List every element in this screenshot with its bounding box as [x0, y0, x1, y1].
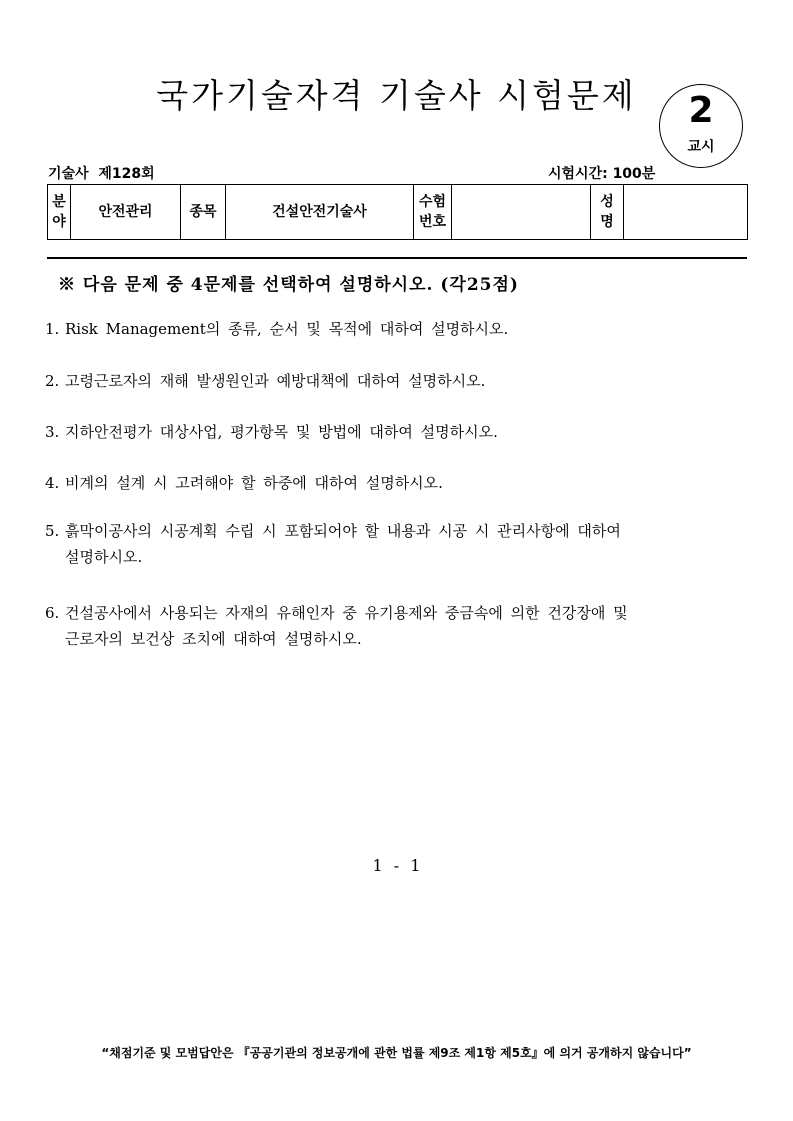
exam-round: 기술사 제128회	[48, 166, 155, 182]
question-number: 3.	[45, 423, 60, 441]
question-text: Risk Management의 종류, 순서 및 목적에 대하여 설명하시오.	[65, 320, 509, 338]
name-label-line2: 명	[600, 214, 614, 230]
session-badge	[659, 84, 743, 168]
question-item	[45, 518, 750, 570]
question-text: 고령근로자의 재해 발생원인과 예방대책에 대하여 설명하시오.	[65, 372, 486, 390]
instruction-text: ※ 다음 문제 중 4문제를 선택하여 설명하시오. (각25점)	[58, 275, 519, 295]
session-label: 교시	[687, 139, 715, 155]
name-label-line1: 성	[600, 194, 614, 210]
exam-number-label-line2: 번호	[418, 214, 447, 230]
header-divider	[47, 257, 747, 259]
category-value-cell: 건설안전기술사	[226, 185, 414, 240]
field-label-cell	[48, 185, 71, 240]
page-number: 1 - 1	[372, 856, 421, 875]
question-text: 지하안전평가 대상사업, 평가항목 및 방법에 대하여 설명하시오.	[65, 423, 498, 441]
session-number: 2	[688, 90, 714, 131]
question-number: 2.	[45, 372, 60, 390]
question-item	[45, 470, 750, 496]
exam-number-value-cell[interactable]	[452, 185, 591, 240]
exam-info-table	[47, 184, 748, 240]
field-label-line2: 야	[52, 214, 66, 230]
exam-title: 국가기술자격 기술사 시험문제	[156, 76, 637, 115]
question-text: 흙막이공사의 시공계획 수립 시 포함되어야 할 내용과 시공 시 관리사항에 대하여	[65, 522, 621, 540]
question-number: 4.	[45, 474, 60, 492]
question-text: 비계의 설계 시 고려해야 할 하중에 대하여 설명하시오.	[65, 474, 443, 492]
exam-time: 시험시간: 100분	[548, 166, 656, 182]
exam-number-label-line1: 수험	[418, 194, 447, 210]
footer-notice: “채점기준 및 모범답안은 『공공기관의 정보공개에 관한 법률 제9조 제1항 제5호』에 의거 공개하지 않습니다”	[101, 1046, 692, 1060]
question-text-cont: 설명하시오.	[65, 548, 143, 566]
question-number: 1.	[45, 320, 60, 338]
exam-number-label-cell	[414, 185, 452, 240]
field-value-cell: 안전관리	[71, 185, 181, 240]
question-number: 5.	[45, 522, 60, 540]
question-text: 건설공사에서 사용되는 자재의 유해인자 중 유기용제와 중금속에 의한 건강장애 및	[65, 604, 628, 622]
question-item	[45, 368, 750, 394]
question-text-cont: 근로자의 보건상 조치에 대하여 설명하시오.	[65, 630, 362, 648]
name-label-cell	[591, 185, 624, 240]
category-label-cell: 종목	[181, 185, 226, 240]
field-label-line1: 분	[52, 194, 66, 210]
question-item	[45, 600, 750, 652]
question-item	[45, 316, 750, 342]
question-number: 6.	[45, 604, 60, 622]
question-item	[45, 419, 750, 445]
name-value-cell[interactable]	[624, 185, 748, 240]
